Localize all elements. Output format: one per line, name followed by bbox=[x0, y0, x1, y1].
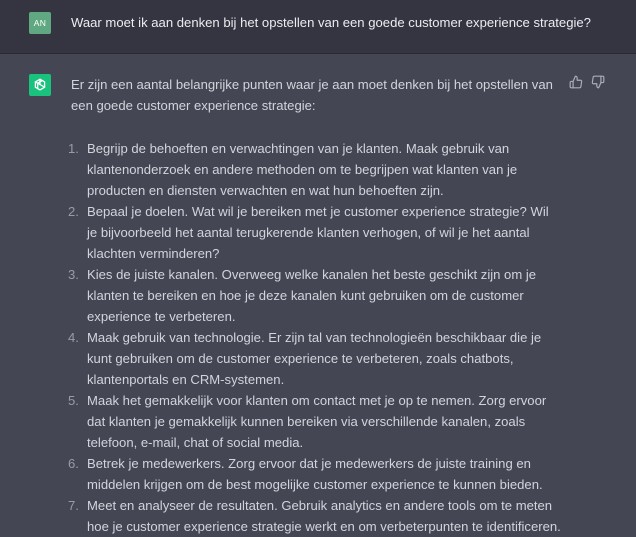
assistant-answer bbox=[68, 74, 561, 537]
list-item bbox=[68, 201, 561, 264]
list-item bbox=[68, 327, 561, 390]
list-item bbox=[68, 495, 561, 537]
list-number: 1. bbox=[68, 141, 79, 156]
list-item bbox=[68, 390, 561, 453]
list-item-text: Kies de juiste kanalen. Overweeg welke kanalen het beste geschikt zijn om je klanten te bereiken en hoe je deze kanalen kunt gebruiken om de customer experience te verbeteren. bbox=[87, 267, 537, 324]
list-number: 6. bbox=[68, 456, 79, 471]
list-number: 4. bbox=[68, 330, 79, 345]
list-item-text: Maak het gemakkelijk voor klanten om contact met je op te nemen. Zorg ervoor dat klanten je gemakkelijk kunnen bereiken via verschillende kanalen, zoals telefoon, e-mail, chat of social media. bbox=[87, 393, 547, 450]
list-item bbox=[68, 453, 561, 495]
list-number: 7. bbox=[68, 498, 79, 513]
answer-list bbox=[68, 138, 561, 537]
user-avatar: AN bbox=[29, 12, 51, 34]
list-item bbox=[68, 138, 561, 201]
list-item-text: Betrek je medewerkers. Zorg ervoor dat je medewerkers de juiste training en middelen krijgen om de best mogelijke customer experience te kunnen bieden. bbox=[87, 456, 543, 492]
user-message bbox=[0, 0, 636, 54]
assistant-message bbox=[0, 54, 636, 537]
answer-intro: Er zijn een aantal belangrijke punten waar je aan moet denken bij het opstellen van een goede customer experience strategie: bbox=[71, 77, 553, 113]
list-item-text: Bepaal je doelen. Wat wil je bereiken met je customer experience strategie? Wil je bijvoorbeeld het aantal terugkerende klanten verhogen, of wil je het aantal klachten verminderen? bbox=[87, 204, 549, 261]
list-number: 5. bbox=[68, 393, 79, 408]
list-item-text: Maak gebruik van technologie. Er zijn tal van technologieën beschikbaar die je kunt gebruiken om de customer experience te verbeteren, zoals chatbots, klantenportals en CRM-systemen. bbox=[87, 330, 542, 387]
list-number: 3. bbox=[68, 267, 79, 282]
list-item-text: Meet en analyseer de resultaten. Gebruik analytics en andere tools om te meten hoe je customer experience strategie werkt en om verbeterpunten te identificeren. bbox=[87, 498, 561, 534]
list-item bbox=[68, 264, 561, 327]
list-item-text: Begrijp de behoeften en verwachtingen van je klanten. Maak gebruik van klantenonderzoek en andere methoden om te begrijpen wat klanten van je producten en diensten verwachten en wat hun behoeften zijn. bbox=[87, 141, 518, 198]
thumbs-up-icon[interactable] bbox=[569, 75, 583, 89]
openai-logo-icon bbox=[29, 74, 51, 96]
thumbs-down-icon[interactable] bbox=[591, 75, 605, 89]
list-number: 2. bbox=[68, 204, 79, 219]
user-question-text: Waar moet ik aan denken bij het opstellen van een goede customer experience strategie? bbox=[71, 15, 591, 30]
